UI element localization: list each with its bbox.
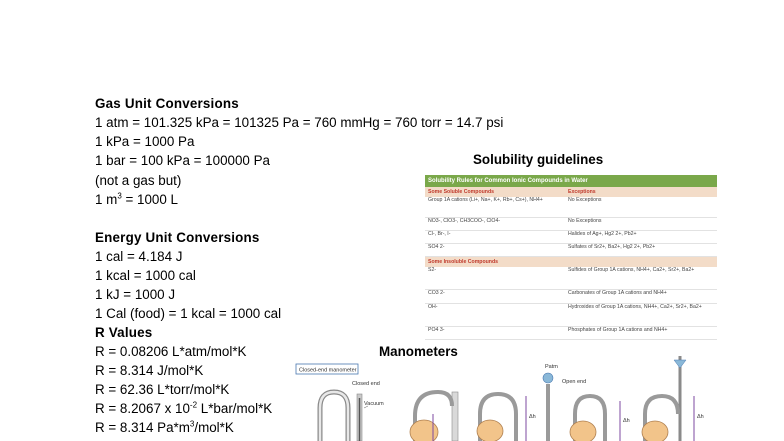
table-row bbox=[425, 231, 717, 244]
gas-line-bar: 1 bar = 100 kPa = 100000 Pa bbox=[95, 153, 270, 168]
table-cell: Hydroxides of Group 1A cations, NH4+, Ca2+, Sr2+, Ba2+ bbox=[568, 304, 702, 310]
delta-h-label-1: Δh bbox=[529, 414, 536, 420]
solubility-table bbox=[425, 175, 717, 344]
gas-line-kpa: 1 kPa = 1000 Pa bbox=[95, 134, 195, 149]
energy-line-cal: 1 cal = 4.184 J bbox=[95, 249, 183, 264]
table-cell: Phosphates of Group 1A cations and NH4+ bbox=[568, 327, 668, 333]
solubility-heading: Solubility guidelines bbox=[473, 152, 604, 167]
vacuum-label: Vacuum bbox=[364, 401, 384, 407]
energy-line-kcal: 1 kcal = 1000 cal bbox=[95, 268, 196, 283]
open-end-label: Open end bbox=[562, 379, 587, 385]
table-cell: OH- bbox=[428, 304, 438, 310]
table-cell: Carbonates of Group 1A cations and NH4+ bbox=[568, 290, 667, 296]
open-manometer-1 bbox=[477, 394, 536, 441]
closed-manometer-label: Closed-end manometer bbox=[299, 367, 357, 374]
table-row bbox=[425, 244, 717, 257]
r-value-pa: R = 8.314 $Pa*m^3/mol*K$ bbox=[95, 419, 234, 435]
table-cell: Sulfates of Sr2+, Ba2+, Hg2 2+, Pb2+ bbox=[568, 244, 656, 250]
open-manometer-3 bbox=[642, 356, 704, 441]
energy-line-food: 1 Cal (food) = 1 kcal = 1000 cal bbox=[95, 306, 282, 321]
energy-line-kj: 1 kJ = 1000 J bbox=[95, 287, 176, 302]
manometers-heading: Manometers bbox=[379, 344, 458, 359]
table-cell: No Exceptions bbox=[568, 197, 602, 203]
open-manometer-2 bbox=[543, 373, 630, 441]
flask-manometer bbox=[410, 392, 458, 441]
table-row bbox=[425, 290, 717, 304]
r-value-torr: R = 62.36 L*torr/mol*K bbox=[95, 382, 230, 397]
table-cell: SO4 2- bbox=[428, 244, 445, 250]
table-cell: PO4 3- bbox=[428, 327, 445, 333]
gas-line-atm: 1 atm = 101.325 kPa = 101325 Pa = 760 mmHg = 760 torr = 14.7 psi bbox=[95, 115, 504, 130]
table-cell: NO3-, ClO3-, CH3COO-, ClO4- bbox=[428, 218, 501, 224]
table-row bbox=[425, 327, 717, 340]
table-cell: CO3 2- bbox=[428, 290, 445, 296]
gas-line-m3: 1 $m^3 = 1000$ L bbox=[95, 191, 178, 207]
manometer-diagram bbox=[290, 356, 730, 441]
delta-h-label-2: Δh bbox=[623, 418, 630, 424]
patm-label: Patm bbox=[545, 364, 558, 370]
table-cell: Sulfides of Group 1A cations, NH4+, Ca2+, Sr2+, Ba2+ bbox=[568, 267, 695, 273]
energy-heading: Energy Unit Conversions bbox=[95, 230, 260, 245]
table-row bbox=[425, 304, 717, 327]
solubility-table-title: Solubility Rules for Common Ionic Compounds in Water bbox=[425, 175, 717, 187]
table-row bbox=[425, 197, 717, 218]
table-cell: Cl-, Br-, I- bbox=[428, 231, 451, 237]
table-cell: S2- bbox=[428, 267, 437, 273]
table-cell: No Exceptions bbox=[568, 218, 602, 224]
table-cell: Group 1A cations (Li+, Na+, K+, Rb+, Cs+), NH4+ bbox=[428, 197, 543, 203]
closed-end-label: Closed end bbox=[352, 381, 380, 387]
exceptions-column-header: Exceptions bbox=[568, 189, 596, 195]
soluble-column-header: Some Soluble Compounds bbox=[428, 189, 494, 195]
insoluble-section-header: Some Insoluble Compounds bbox=[425, 257, 717, 267]
table-row bbox=[425, 218, 717, 231]
r-value-bar: R = 8.2067 x $10^{-2}$ L*bar/mol*K bbox=[95, 400, 273, 416]
table-row bbox=[425, 267, 717, 290]
r-value-joule: R = 8.314 J/mol*K bbox=[95, 363, 204, 378]
solubility-table-header bbox=[425, 187, 717, 197]
delta-h-label-3: Δh bbox=[697, 414, 704, 420]
r-value-atm: R = 0.08206 L*atm/mol*K bbox=[95, 344, 247, 359]
gas-line-note: (not a gas but) bbox=[95, 173, 182, 188]
r-values-heading: R Values bbox=[95, 325, 153, 340]
gas-heading: Gas Unit Conversions bbox=[95, 96, 239, 111]
table-cell: Halides of Ag+, Hg2 2+, Pb2+ bbox=[568, 231, 637, 237]
closed-manometer bbox=[320, 392, 368, 441]
